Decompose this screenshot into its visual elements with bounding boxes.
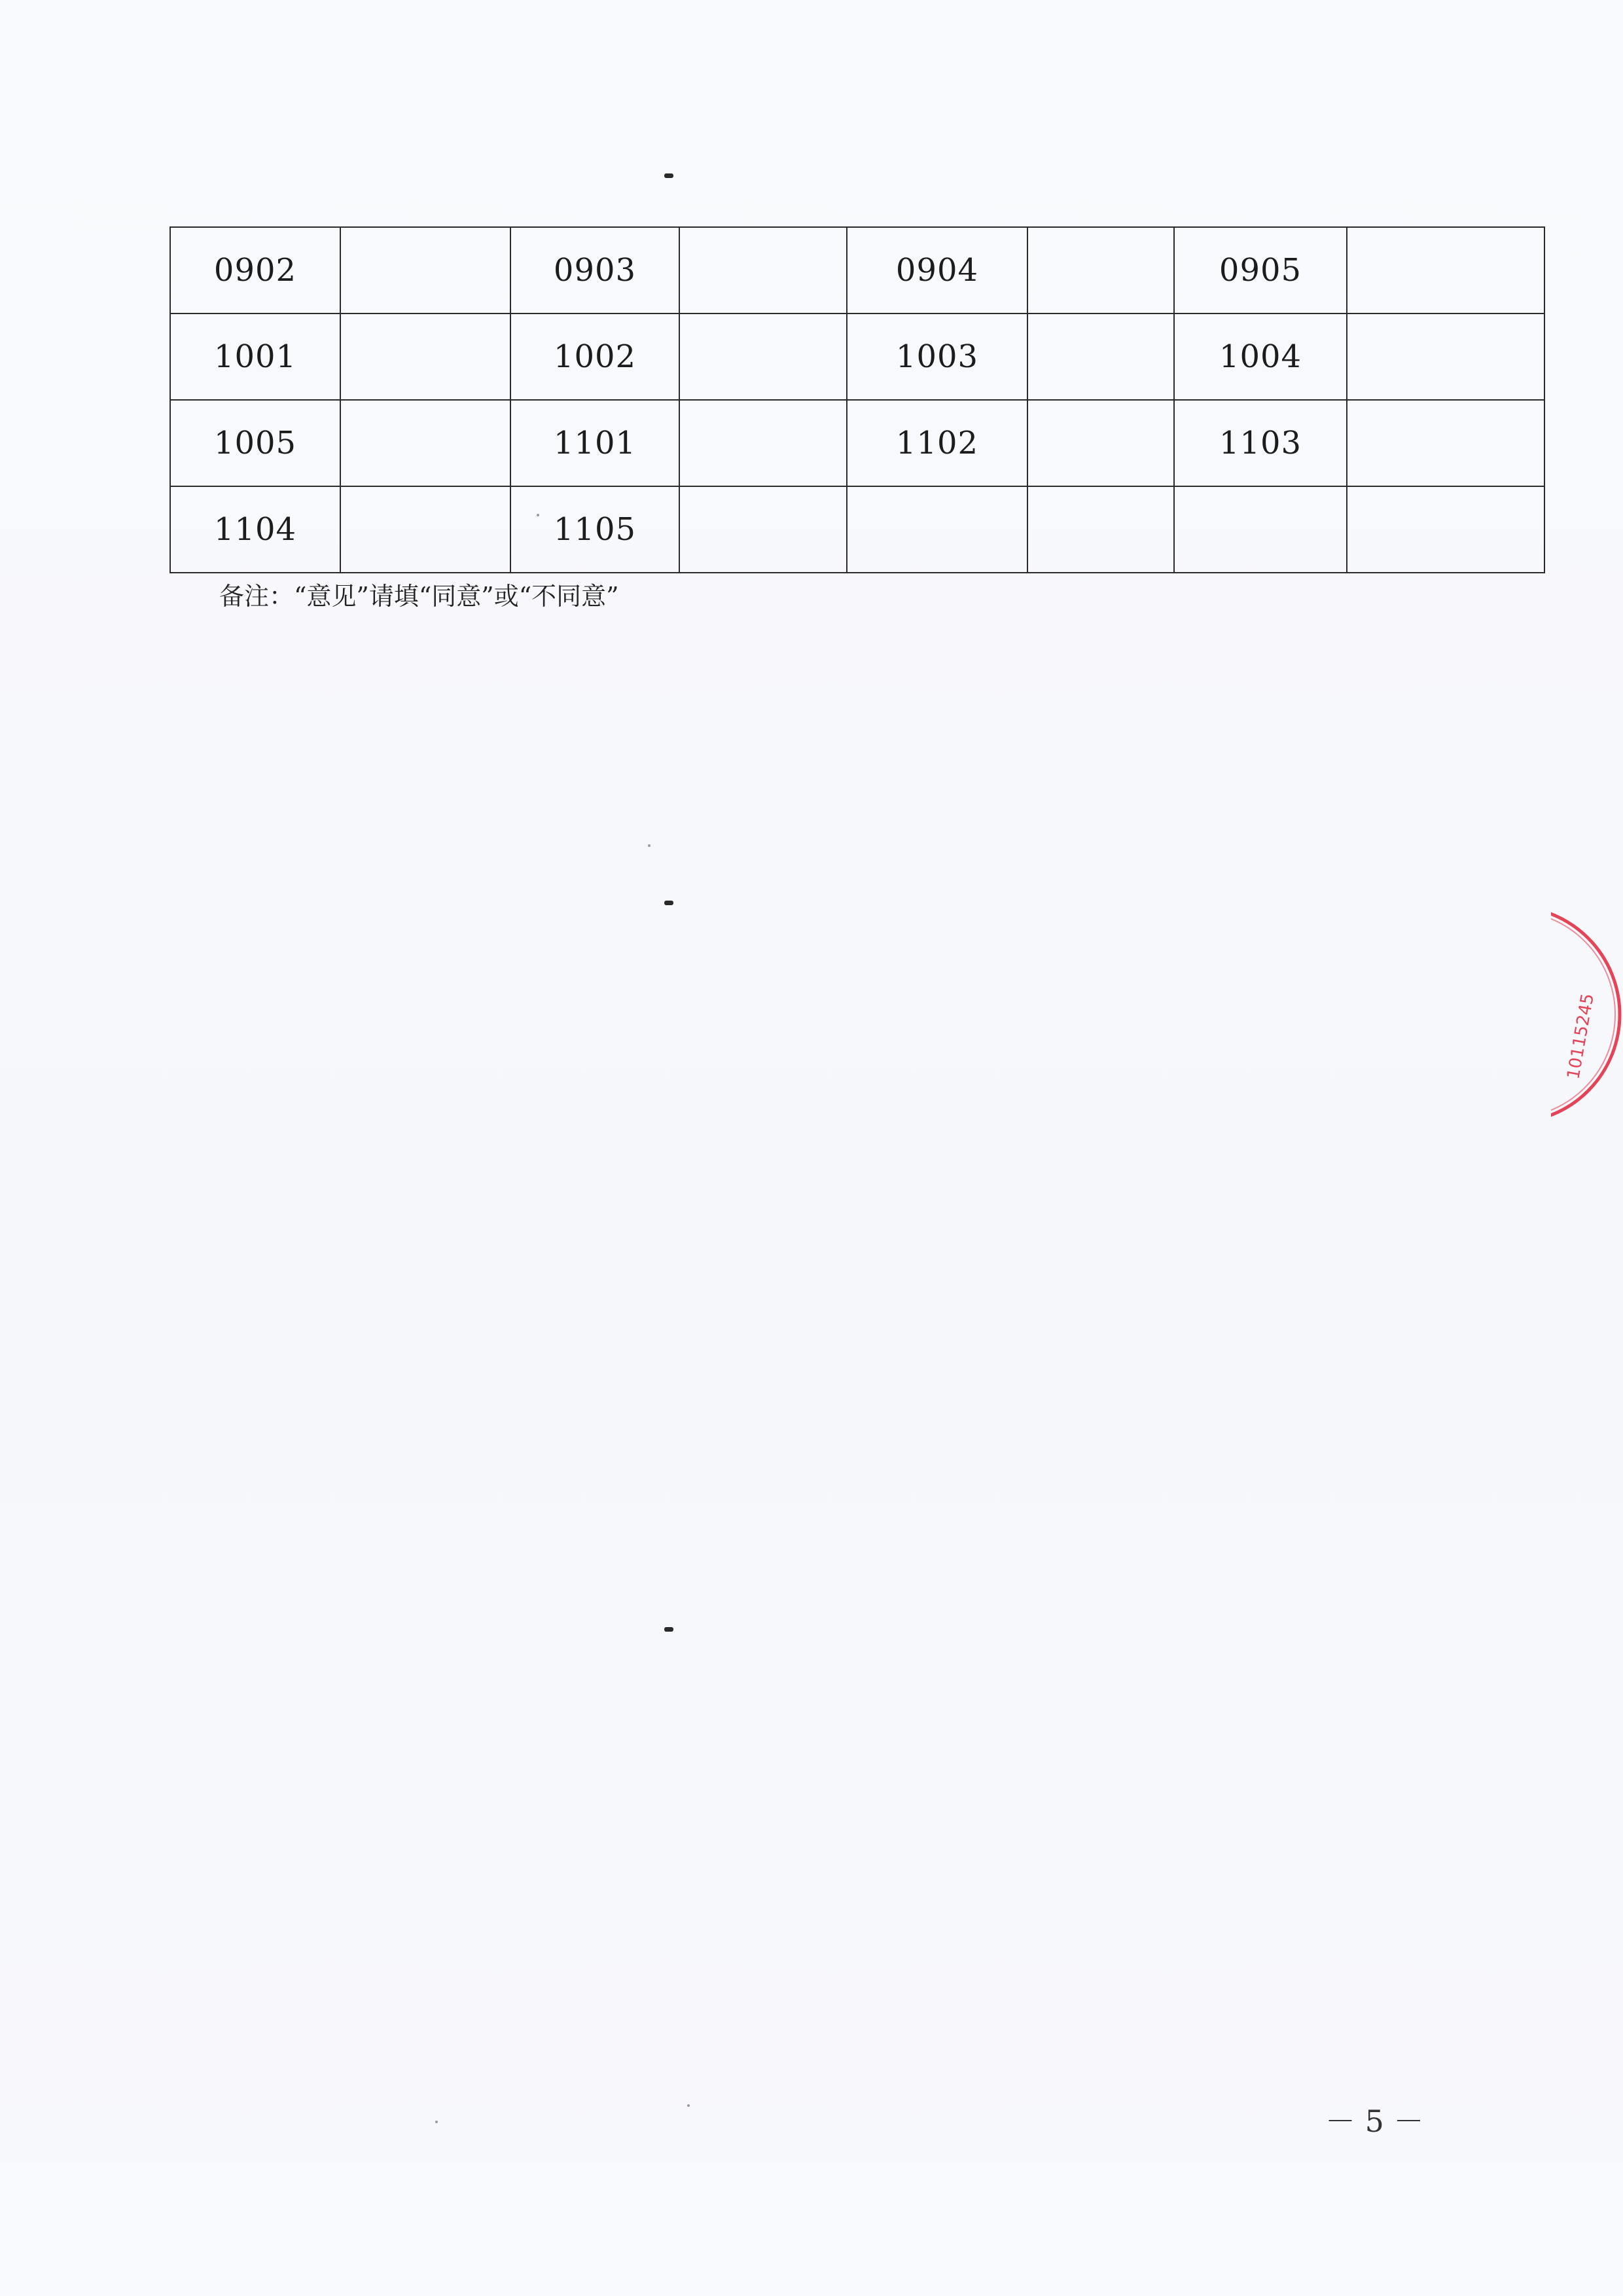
room-number-cell: 1102 <box>847 400 1027 486</box>
seal-stamp <box>1551 910 1623 1126</box>
opinion-cell <box>1347 227 1544 314</box>
room-number-cell: 1104 <box>170 486 340 573</box>
room-number-cell: 1004 <box>1174 314 1347 400</box>
opinion-cell <box>1347 400 1544 486</box>
paper-speck <box>648 844 651 847</box>
opinion-cell <box>340 400 510 486</box>
room-number-cell: 1003 <box>847 314 1027 400</box>
opinion-cell <box>679 400 847 486</box>
svg-text:10115245: 10115245 <box>1563 992 1598 1081</box>
room-number-cell: 1002 <box>510 314 679 400</box>
opinion-cell <box>1027 314 1174 400</box>
opinion-cell <box>679 227 847 314</box>
opinion-cell <box>1347 486 1544 573</box>
opinion-cell <box>340 486 510 573</box>
room-number-cell: 0904 <box>847 227 1027 314</box>
opinion-cell <box>1027 227 1174 314</box>
paper-speck <box>537 514 539 516</box>
opinion-cell <box>1027 486 1174 573</box>
binding-mark-top <box>664 173 673 178</box>
opinion-cell <box>1027 400 1174 486</box>
opinion-cell <box>679 486 847 573</box>
table-row <box>170 400 1544 486</box>
opinion-cell <box>679 314 847 400</box>
binding-mark-bottom <box>664 1627 673 1632</box>
binding-mark-middle <box>664 901 673 905</box>
table-row <box>170 227 1544 314</box>
room-number-cell <box>847 486 1027 573</box>
room-number-cell: 0905 <box>1174 227 1347 314</box>
room-number-cell: 1005 <box>170 400 340 486</box>
paper-speck <box>435 2121 438 2123</box>
note-text: 备注：“意见”请填“同意”或“不同意” <box>219 582 619 611</box>
vote-table <box>169 226 1545 573</box>
room-number-cell: 1101 <box>510 400 679 486</box>
room-number-cell: 0903 <box>510 227 679 314</box>
paper-speck <box>687 2104 690 2107</box>
opinion-cell <box>1347 314 1544 400</box>
room-number-cell: 1103 <box>1174 400 1347 486</box>
table-row <box>170 314 1544 400</box>
opinion-cell <box>340 227 510 314</box>
table-row <box>170 486 1544 573</box>
page-number: － 5 － <box>1325 2104 1424 2139</box>
room-number-cell: 0902 <box>170 227 340 314</box>
opinion-cell <box>340 314 510 400</box>
room-number-cell: 1001 <box>170 314 340 400</box>
room-number-cell <box>1174 486 1347 573</box>
room-number-cell: 1105 <box>510 486 679 573</box>
